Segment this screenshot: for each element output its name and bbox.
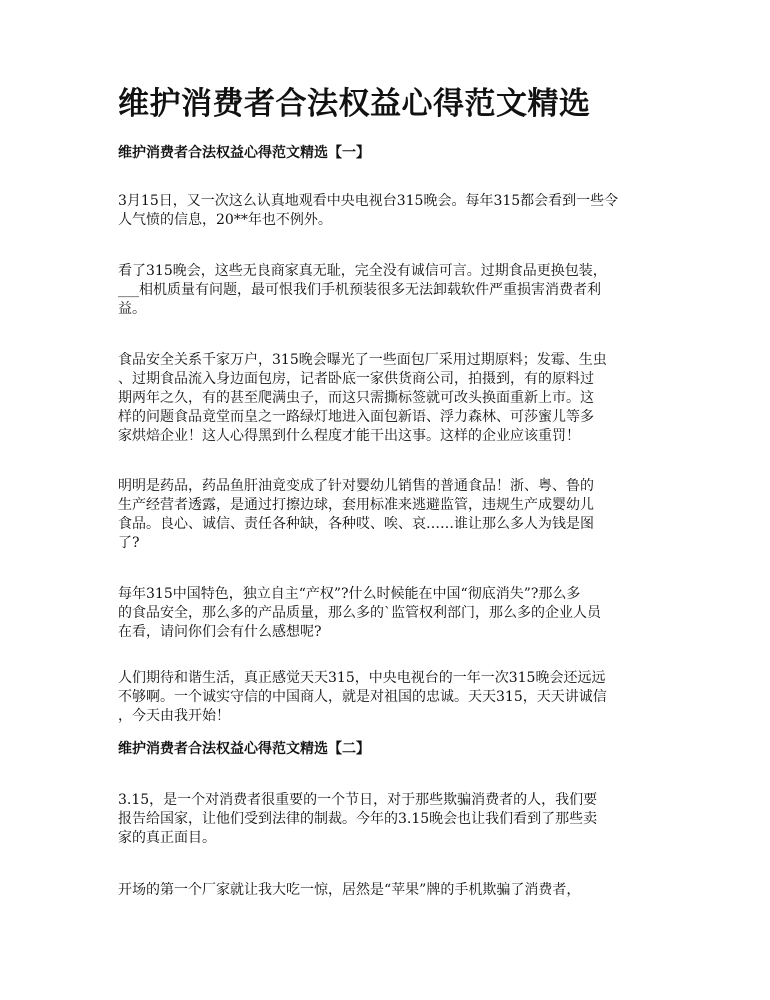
paragraph [118,262,663,319]
section-heading-1: 维护消费者合法权益心得范文精选【一】 [118,145,370,161]
paragraph-line: 不够啊。一个诚实守信的中国商人，就是对祖国的忠诚。天天315，天天讲诚信 [118,689,607,705]
paragraph-line: 每年315中国特色，独立自主“产权”?什么时候能在中国“彻底消失”?那么多 [118,586,581,602]
document-title: 维护消费者合法权益心得范文精选 [118,86,591,122]
paragraph [118,791,663,848]
paragraph-line: 在看，请问你们会有什么感想呢? [118,624,322,640]
paragraph-line: 3月15日，又一次这么认真地观看中央电视台315晚会。每年315都会看到一些令 [118,193,619,209]
paragraph-line: 、过期食品流入身边面包房，记者卧底一家供货商公司，拍摄到，有的原料过 [118,371,594,387]
paragraph-line: ，今天由我开始！ [118,708,230,724]
paragraph-line: ___相机质量有问题，最可恨我们手机预装很多无法卸载软件严重损害消费者利 [118,282,601,298]
paragraph-line: 益。 [118,301,146,317]
paragraph [118,881,663,900]
paragraph-line: 家的真正面目。 [118,830,216,846]
paragraph-line: 报告给国家，让他们受到法律的制裁。今年的3.15晚会也让我们看到了那些卖 [118,811,598,827]
paragraph [118,585,663,642]
paragraph-line: 3.15，是一个对消费者很重要的一个节日，对于那些欺骗消费者的人，我们要 [118,792,598,808]
paragraph-line: 食品。良心、诚信、责任各种缺，各种哎、唉、哀……谁让那么多人为钱是图 [118,516,594,532]
paragraph [118,192,663,230]
paragraph-line: 的食品安全，那么多的产品质量，那么多的`监管权利部门，那么多的企业人员 [118,605,601,621]
paragraph-line: 明明是药品，药品鱼肝油竟变成了针对婴幼儿销售的普通食品！浙、粤、鲁的 [118,478,594,494]
section-heading-2: 维护消费者合法权益心得范文精选【二】 [118,741,370,757]
paragraph [118,351,663,446]
paragraph [118,669,663,726]
paragraph-line: 食品安全关系千家万户，315晚会曝光了一些面包厂采用过期原料；发霉、生虫 [118,352,607,368]
paragraph-line: 人气愤的信息，20**年也不例外。 [118,212,332,228]
paragraph-line: 看了315晚会，这些无良商家真无耻，完全没有诚信可言。过期食品更换包装， [118,263,607,279]
paragraph-line: 样的问题食品竟堂而皇之一路绿灯地进入面包新语、浮力森林、可莎蜜儿等多 [118,409,594,425]
paragraph-line: 开场的第一个厂家就让我大吃一惊，居然是“苹果”牌的手机欺骗了消费者， [118,882,581,898]
paragraph-line: 家烘焙企业！这人心得黑到什么程度才能干出这事。这样的企业应该重罚！ [118,428,580,444]
paragraph-line: 生产经营者透露，是通过打擦边球，套用标准来逃避监管，违规生产成婴幼儿 [118,497,594,513]
paragraph [118,477,663,553]
paragraph-line: 人们期待和谐生活，真正感觉天天315，中央电视台的一年一次315晚会还远远 [118,670,606,686]
paragraph-line: 了? [118,535,140,551]
paragraph-line: 期两年之久，有的甚至爬满虫子，而这只需撕标签就可改头换面重新上市。这 [118,390,594,406]
